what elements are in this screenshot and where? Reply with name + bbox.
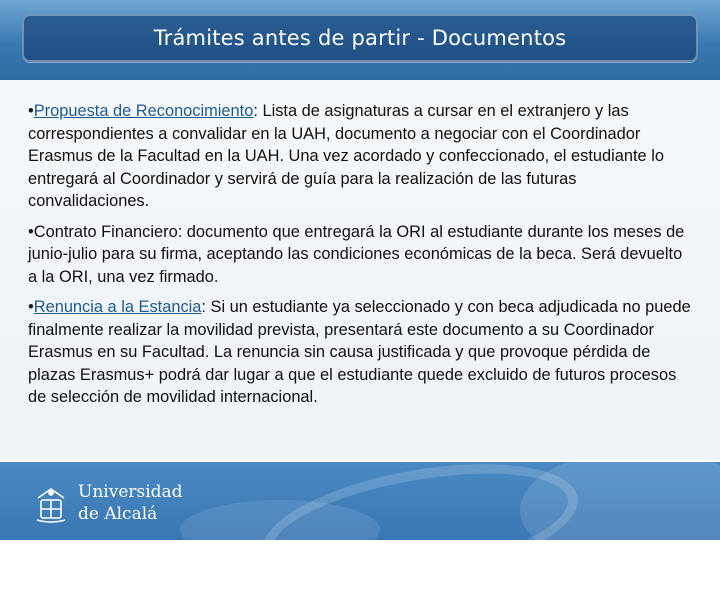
crest-icon	[34, 484, 68, 524]
bullet-icon: •	[28, 222, 34, 241]
item-renuncia	[28, 296, 694, 409]
item-text: : Si un estudiante ya seleccionado y con beca adjudicada no puede finalmente realizar la movilidad prevista, presentará este documento a su Coordinador Erasmus en su Facultad. La renuncia sin causa justificada y que provoque pérdida de plazas Erasmus+ podrá dar lugar a que el estudiante quede excluido de futuros procesos de selección de movilidad internacional.	[28, 298, 691, 406]
item-text: : Lista de asignaturas a cursar en el extranjero y las correspondientes a convalidar en la UAH, documento a negociar con el Coordinador Erasmus de la Facultad en la UAH. Una vez acordado y confeccionado, el estudiante lo entregará al Coordinador y servirá de guía para la realización de las futuras convalidaciones.	[28, 102, 664, 210]
bullet-icon: •	[28, 298, 34, 316]
body-text	[28, 100, 694, 409]
logo-text-line1: Universidad	[78, 482, 183, 502]
logo-text-line2: de Alcalá	[78, 504, 158, 524]
term-contrato-financiero: Contrato Financiero	[33, 222, 178, 241]
bullet-icon: •	[28, 102, 34, 120]
item-contrato	[28, 221, 694, 289]
university-logo	[34, 480, 184, 528]
item-text: : documento que entregará la ORI al estudiante durante los meses de junio-julio para su firma, aceptando las condiciones económicas de la beca. Será devuelto a la ORI, una vez firmado.	[28, 222, 685, 286]
slide-title: Trámites antes de partir - Documentos	[153, 26, 567, 50]
item-propuesta	[28, 100, 694, 213]
link-propuesta-de-reconocimiento[interactable]: Propuesta de Reconocimiento	[33, 102, 254, 120]
link-renuncia-a-la-estancia[interactable]: Renuncia a la Estancia	[33, 298, 202, 316]
